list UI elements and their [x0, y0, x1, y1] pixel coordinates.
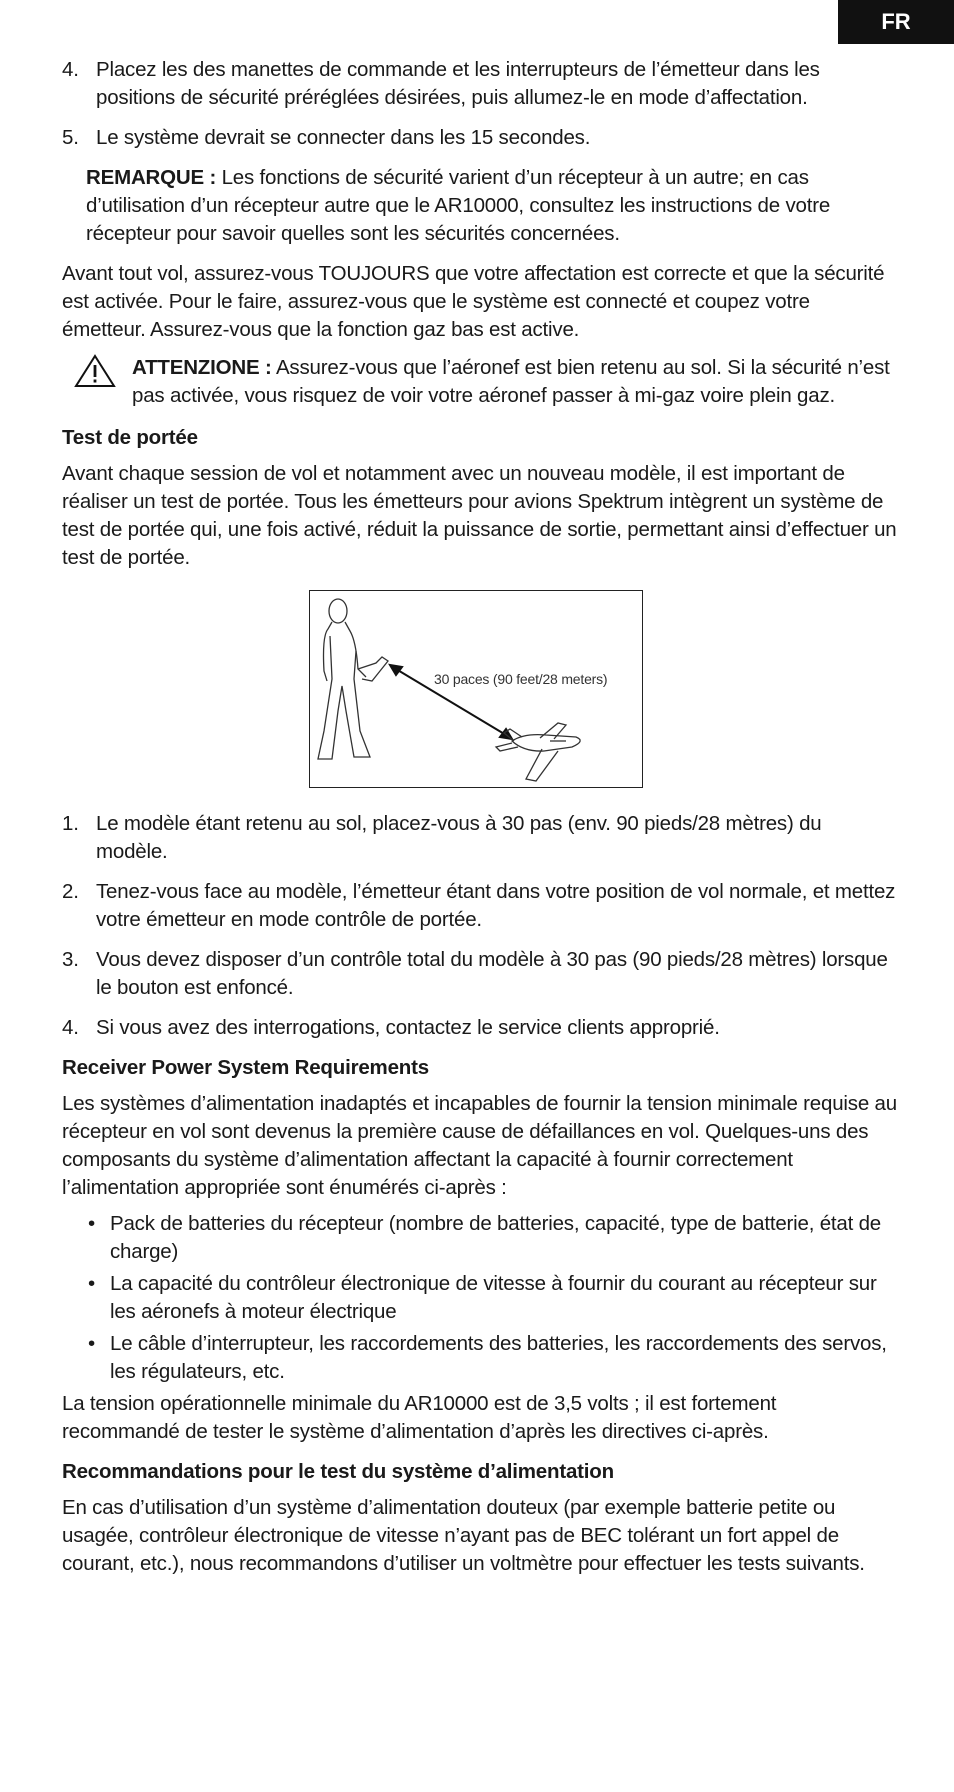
step-text: Vous devez disposer d’un contrôle total du modèle à 30 pas (90 pieds/28 mètres) lorsque le bouton est enfoncé.	[96, 948, 888, 999]
list-item	[88, 1270, 897, 1326]
step-item	[62, 56, 897, 112]
list-item-text: Le câble d’interrupteur, les raccordements des batteries, les raccordements des servos, les régulateurs, etc.	[110, 1332, 887, 1383]
page-content	[62, 56, 897, 1590]
bullet-icon: •	[88, 1332, 95, 1355]
step-text: Si vous avez des interrogations, contactez le service clients approprié.	[96, 1016, 720, 1039]
step-number: 3.	[62, 948, 79, 971]
list-item-text: Pack de batteries du récepteur (nombre de batteries, capacité, type de batterie, état de charge)	[110, 1212, 881, 1263]
step-item	[62, 1014, 897, 1042]
note-label: REMARQUE :	[86, 166, 217, 189]
step-text: Le modèle étant retenu au sol, placez-vous à 30 pas (env. 90 pieds/28 mètres) du modèle.	[96, 812, 822, 863]
list-item-text: La capacité du contrôleur électronique de vitesse à fournir du courant au récepteur sur les aéronefs à moteur électrique	[110, 1272, 877, 1323]
warning-block	[62, 354, 897, 410]
range-test-heading: Test de portée	[62, 426, 198, 449]
step-text: Le système devrait se connecter dans les 15 secondes.	[96, 126, 591, 149]
step-number: 1.	[62, 812, 79, 835]
warning-triangle-icon	[62, 354, 132, 410]
step-item	[62, 124, 897, 152]
step-text: Tenez-vous face au modèle, l’émetteur étant dans votre position de vol normale, et mettez votre émetteur en mode contrôle de portée.	[96, 880, 896, 931]
step-number: 2.	[62, 880, 79, 903]
step-number: 4.	[62, 58, 79, 81]
language-tab: FR	[838, 0, 954, 44]
step-number: 5.	[62, 126, 79, 149]
warning-text: Assurez-vous que l’aéronef est bien retenu au sol. Si la sécurité n’est pas activée, vous risquez de voir votre aéronef passer à mi-gaz voire plein gaz.	[132, 356, 890, 407]
range-test-figure	[309, 590, 643, 788]
bullet-icon: •	[88, 1272, 95, 1295]
figure-caption: 30 paces (90 feet/28 meters)	[434, 671, 608, 687]
warning-label: ATTENZIONE :	[132, 356, 272, 379]
power-outro: La tension opérationnelle minimale du AR10000 est de 3,5 volts ; il est fortement recommandé de tester le système d’alimentation d’après les directives ci-après.	[62, 1392, 777, 1443]
power-component-list	[62, 1210, 897, 1386]
power-intro: Les systèmes d’alimentation inadaptés et incapables de fournir la tension minimale requise au récepteur en vol sont devenus la première cause de défaillances en vol. Quelques-uns des composants du système d’alimentation affectant la capacité à fournir correctement l’alimentation appropriée sont énumérés ci-après :	[62, 1092, 897, 1199]
range-test-intro: Avant chaque session de vol et notamment avec un nouveau modèle, il est important de réaliser un test de portée. Tous les émetteurs pour avions Spektrum intègrent un système de test de portée qui, une fois activé, réduit la puissance de sortie, permettant ainsi d’effectuer un test de portée.	[62, 462, 897, 569]
step-item	[62, 878, 897, 934]
test-recommendations-heading: Recommandations pour le test du système d’alimentation	[62, 1460, 614, 1483]
step-number: 4.	[62, 1016, 79, 1039]
paragraph-before-flight: Avant tout vol, assurez-vous TOUJOURS que votre affectation est correcte et que la sécurité est activée. Pour le faire, assurez-vous que le système est connecté et coupez votre émetteur. Assurez-vous que la fonction gaz bas est active.	[62, 262, 885, 341]
step-item	[62, 810, 897, 866]
bullet-icon: •	[88, 1212, 95, 1235]
list-item	[88, 1330, 897, 1386]
test-recommendations-text: En cas d’utilisation d’un système d’alimentation douteux (par exemple batterie petite ou usagée, contrôleur électronique de vitesse n’ayant pas de BEC tolérant un fort appel de courant, etc.), nous recommandons d’utiliser un voltmètre pour effectuer les tests suivants.	[62, 1496, 865, 1575]
step-item	[62, 946, 897, 1002]
power-requirements-heading: Receiver Power System Requirements	[62, 1056, 429, 1079]
person-figure	[318, 599, 388, 759]
warning-text-block	[132, 354, 897, 410]
note-block	[62, 164, 897, 248]
step-text: Placez les des manettes de commande et les interrupteurs de l’émetteur dans les positions de sécurité préréglées désirées, puis allumez-le en mode d’affectation.	[96, 58, 820, 109]
list-item	[88, 1210, 897, 1266]
note-text: Les fonctions de sécurité varient d’un récepteur à un autre; en cas d’utilisation d’un récepteur autre que le AR10000, consultez les instructions de votre récepteur pour savoir quelles sont les sécurités concernées.	[86, 166, 831, 245]
